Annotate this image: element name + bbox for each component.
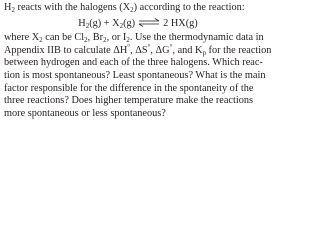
equilibrium-arrow-icon — [138, 18, 160, 27]
line-2-sub: p — [202, 48, 206, 57]
equation-left-1-state: (g) + X — [89, 17, 120, 29]
intro-prefix: H — [4, 2, 12, 13]
line-1-sub-cl: 2 — [84, 36, 88, 45]
text-line-2 — [4, 42, 312, 58]
text-line-5: factor responsible for the difference in the spontaneity of the — [4, 82, 254, 94]
intro-line — [4, 2, 312, 15]
line-1-suffix: . Use the thermodynamic data in — [129, 32, 264, 44]
line-1-mid-3: , or I — [106, 32, 127, 44]
intro-suffix: ) according to the reaction: — [133, 2, 245, 13]
intro-subscript-1: 2 — [11, 6, 15, 14]
line-2-sup-2: ° — [147, 42, 151, 51]
line-1-sub-i: 2 — [126, 36, 130, 45]
line-2-mid-2: , ΔG — [150, 44, 170, 56]
intro-mid: reacts with the halogens (X — [14, 2, 131, 13]
equation-left-2-state: (g) — [123, 17, 136, 29]
line-1-sub-br: 2 — [103, 36, 107, 45]
line-2-mid-3: , and K — [172, 44, 203, 56]
equation-left-1-sub: 2 — [85, 21, 90, 30]
equation-left-1: H — [78, 17, 86, 29]
line-2-prefix: Appendix IIB to calculate ΔH — [4, 44, 128, 56]
line-1-mid-2: , Br — [87, 32, 104, 44]
equation-left-2-sub: 2 — [119, 21, 124, 30]
text-line-7: more spontaneous or less spontaneous? — [4, 107, 166, 119]
line-1-sub: 2 — [39, 36, 43, 45]
line-2-sup-1: ° — [127, 42, 131, 51]
reaction-equation — [4, 18, 312, 31]
intro-subscript-2: 2 — [130, 6, 134, 14]
text-line-6: three reactions? Does higher temperature make the reactions — [4, 95, 254, 107]
line-2-mid-1: , ΔS — [130, 44, 148, 56]
text-line-4: tion is most spontaneous? Least spontaneous? What is the main — [4, 69, 266, 81]
problem-text — [4, 2, 312, 120]
equation-right: 2 HX(g) — [163, 17, 198, 29]
line-2-suffix: for the reaction — [205, 44, 272, 56]
text-line-1 — [4, 32, 312, 45]
text-line-3: between hydrogen and each of the three halogens. Which reac- — [4, 57, 263, 69]
line-1-prefix: where X — [4, 32, 40, 44]
line-2-sup-3: ° — [169, 42, 173, 51]
line-1-mid-1: can be Cl — [42, 32, 85, 44]
